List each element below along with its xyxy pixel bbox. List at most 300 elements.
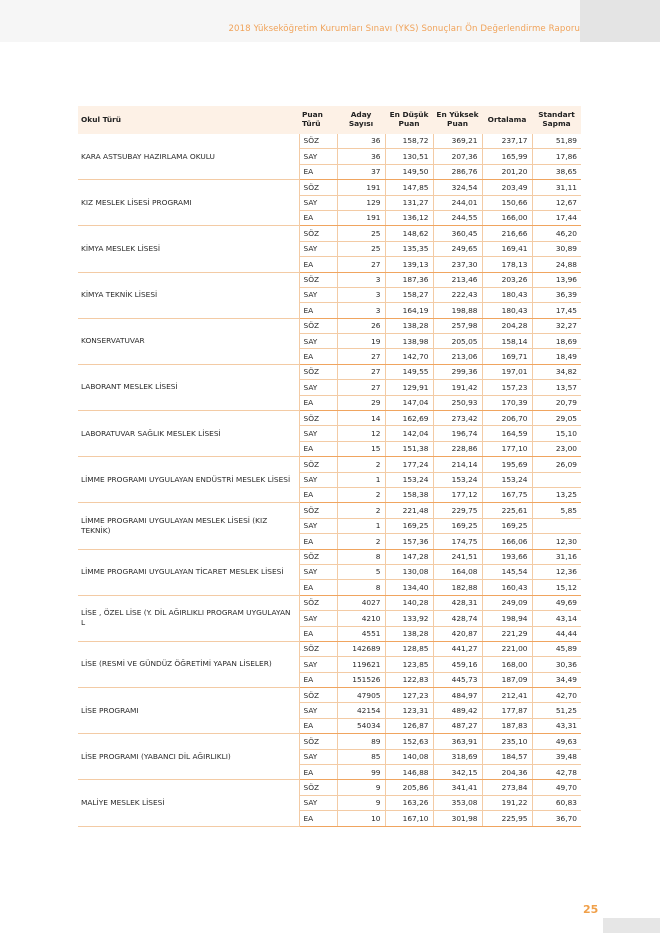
count-cell: 1	[337, 518, 385, 533]
max-cell: 182,88	[433, 580, 482, 595]
min-cell: 130,08	[385, 564, 433, 579]
count-cell: 8	[337, 580, 385, 595]
max-cell: 257,98	[433, 318, 482, 333]
score-type-cell: SÖZ	[299, 595, 337, 610]
min-cell: 151,38	[385, 441, 433, 456]
min-cell: 148,62	[385, 226, 433, 241]
score-type-cell: SAY	[299, 518, 337, 533]
mean-cell: 167,75	[482, 487, 532, 502]
table-row	[78, 457, 581, 472]
score-type-cell: SAY	[299, 795, 337, 810]
max-cell: 174,75	[433, 534, 482, 549]
count-cell: 129	[337, 195, 385, 210]
min-cell: 169,25	[385, 518, 433, 533]
score-type-cell: SÖZ	[299, 411, 337, 426]
mean-cell: 201,20	[482, 164, 532, 179]
count-cell: 9	[337, 795, 385, 810]
school-type-cell: MALİYE MESLEK LİSESİ	[78, 780, 299, 826]
max-cell: 196,74	[433, 426, 482, 441]
page-header	[0, 0, 660, 42]
sd-cell: 24,88	[532, 257, 581, 272]
min-cell: 164,19	[385, 303, 433, 318]
score-type-cell: EA	[299, 580, 337, 595]
min-cell: 133,92	[385, 611, 433, 626]
score-type-cell: EA	[299, 349, 337, 364]
sd-cell: 15,12	[532, 580, 581, 595]
count-cell: 29	[337, 395, 385, 410]
mean-cell: 170,39	[482, 395, 532, 410]
min-cell: 123,31	[385, 703, 433, 718]
mean-cell: 187,09	[482, 672, 532, 687]
max-cell: 213,46	[433, 272, 482, 287]
max-cell: 244,01	[433, 195, 482, 210]
sd-cell: 42,78	[532, 765, 581, 780]
max-cell: 301,98	[433, 811, 482, 826]
sd-cell: 34,82	[532, 364, 581, 379]
table-row	[78, 734, 581, 749]
min-cell: 130,51	[385, 149, 433, 164]
mean-cell: 177,10	[482, 441, 532, 456]
mean-cell: 150,66	[482, 195, 532, 210]
min-cell: 136,12	[385, 210, 433, 225]
sd-cell: 51,25	[532, 703, 581, 718]
mean-cell: 197,01	[482, 364, 532, 379]
count-cell: 4027	[337, 595, 385, 610]
table-row	[78, 549, 581, 564]
count-cell: 119621	[337, 657, 385, 672]
mean-cell: 195,69	[482, 457, 532, 472]
school-type-cell: LİSE (RESMİ VE GÜNDÜZ ÖĞRETİMİ YAPAN LİSELER)	[78, 641, 299, 687]
min-cell: 158,27	[385, 287, 433, 302]
sd-cell: 5,85	[532, 503, 581, 518]
score-type-cell: SAY	[299, 611, 337, 626]
mean-cell: 191,22	[482, 795, 532, 810]
count-cell: 27	[337, 257, 385, 272]
sd-cell: 17,86	[532, 149, 581, 164]
min-cell: 157,36	[385, 534, 433, 549]
score-type-cell: SAY	[299, 703, 337, 718]
count-cell: 5	[337, 564, 385, 579]
max-cell: 341,41	[433, 780, 482, 795]
count-cell: 3	[337, 272, 385, 287]
max-cell: 286,76	[433, 164, 482, 179]
max-cell: 191,42	[433, 380, 482, 395]
score-type-cell: SAY	[299, 287, 337, 302]
table-row	[78, 318, 581, 333]
sd-cell: 30,36	[532, 657, 581, 672]
count-cell: 12	[337, 426, 385, 441]
sd-cell: 32,27	[532, 318, 581, 333]
mean-cell: 203,49	[482, 180, 532, 195]
score-type-cell: SÖZ	[299, 780, 337, 795]
count-cell: 36	[337, 149, 385, 164]
mean-cell: 206,70	[482, 411, 532, 426]
count-cell: 4210	[337, 611, 385, 626]
score-type-cell: SÖZ	[299, 364, 337, 379]
sd-cell: 12,67	[532, 195, 581, 210]
count-cell: 47905	[337, 688, 385, 703]
max-cell: 484,97	[433, 688, 482, 703]
score-type-cell: EA	[299, 441, 337, 456]
count-cell: 151526	[337, 672, 385, 687]
count-cell: 191	[337, 210, 385, 225]
table-row	[78, 595, 581, 610]
score-type-cell: EA	[299, 626, 337, 641]
sd-cell: 30,89	[532, 241, 581, 256]
score-type-cell: EA	[299, 257, 337, 272]
min-cell: 138,98	[385, 334, 433, 349]
table-row	[78, 780, 581, 795]
mean-cell: 169,41	[482, 241, 532, 256]
max-cell: 249,65	[433, 241, 482, 256]
sd-cell: 18,49	[532, 349, 581, 364]
max-cell: 222,43	[433, 287, 482, 302]
mean-cell: 145,54	[482, 564, 532, 579]
col-score-type: Puan Türü	[299, 106, 337, 134]
table-row	[78, 180, 581, 195]
col-sd: Standart Sapma	[532, 106, 581, 134]
count-cell: 4551	[337, 626, 385, 641]
report-title: 2018 Yükseköğretim Kurumları Sınavı (YKS) Sonuçları Ön Değerlendirme Raporu	[228, 24, 580, 34]
max-cell: 205,05	[433, 334, 482, 349]
max-cell: 237,30	[433, 257, 482, 272]
min-cell: 149,55	[385, 364, 433, 379]
min-cell: 128,85	[385, 641, 433, 656]
mean-cell: 221,29	[482, 626, 532, 641]
mean-cell: 225,61	[482, 503, 532, 518]
col-count: Aday Sayısı	[337, 106, 385, 134]
score-type-cell: SAY	[299, 241, 337, 256]
school-type-cell: LİSE PROGRAMI (YABANCI DİL AĞIRLIKLI)	[78, 734, 299, 780]
sd-cell: 13,96	[532, 272, 581, 287]
sd-cell: 42,70	[532, 688, 581, 703]
max-cell: 353,08	[433, 795, 482, 810]
score-type-cell: SÖZ	[299, 318, 337, 333]
max-cell: 273,42	[433, 411, 482, 426]
max-cell: 207,36	[433, 149, 482, 164]
col-mean: Ortalama	[482, 106, 532, 134]
mean-cell: 273,84	[482, 780, 532, 795]
count-cell: 191	[337, 180, 385, 195]
min-cell: 142,04	[385, 426, 433, 441]
max-cell: 153,24	[433, 472, 482, 487]
max-cell: 487,27	[433, 718, 482, 733]
score-type-cell: SÖZ	[299, 641, 337, 656]
mean-cell: 168,00	[482, 657, 532, 672]
score-type-cell: SAY	[299, 334, 337, 349]
score-type-cell: EA	[299, 765, 337, 780]
col-min: En Düşük Puan	[385, 106, 433, 134]
sd-cell: 46,20	[532, 226, 581, 241]
school-type-cell: KONSERVATUVAR	[78, 318, 299, 364]
sd-cell: 15,10	[532, 426, 581, 441]
sd-cell: 43,31	[532, 718, 581, 733]
max-cell: 177,12	[433, 487, 482, 502]
max-cell: 164,08	[433, 564, 482, 579]
count-cell: 2	[337, 534, 385, 549]
mean-cell: 180,43	[482, 287, 532, 302]
mean-cell: 216,66	[482, 226, 532, 241]
count-cell: 89	[337, 734, 385, 749]
score-type-cell: SAY	[299, 149, 337, 164]
count-cell: 142689	[337, 641, 385, 656]
count-cell: 2	[337, 457, 385, 472]
school-type-cell: LİSE , ÖZEL LİSE (Y. DİL AĞIRLIKLI PROGRAM UYGULAYAN L	[78, 595, 299, 641]
count-cell: 1	[337, 472, 385, 487]
max-cell: 318,69	[433, 749, 482, 764]
count-cell: 25	[337, 226, 385, 241]
min-cell: 138,28	[385, 318, 433, 333]
sd-cell: 23,00	[532, 441, 581, 456]
mean-cell: 158,14	[482, 334, 532, 349]
min-cell: 140,28	[385, 595, 433, 610]
mean-cell: 177,87	[482, 703, 532, 718]
mean-cell: 180,43	[482, 303, 532, 318]
count-cell: 25	[337, 241, 385, 256]
max-cell: 459,16	[433, 657, 482, 672]
count-cell: 14	[337, 411, 385, 426]
min-cell: 127,23	[385, 688, 433, 703]
mean-cell: 225,95	[482, 811, 532, 826]
min-cell: 158,38	[385, 487, 433, 502]
count-cell: 15	[337, 441, 385, 456]
sd-cell: 49,69	[532, 595, 581, 610]
count-cell: 9	[337, 780, 385, 795]
results-table	[78, 106, 581, 827]
sd-cell: 12,36	[532, 564, 581, 579]
sd-cell: 29,05	[532, 411, 581, 426]
score-type-cell: SAY	[299, 426, 337, 441]
score-type-cell: SAY	[299, 195, 337, 210]
max-cell: 241,51	[433, 549, 482, 564]
min-cell: 187,36	[385, 272, 433, 287]
mean-cell: 153,24	[482, 472, 532, 487]
max-cell: 445,73	[433, 672, 482, 687]
count-cell: 2	[337, 487, 385, 502]
table-row	[78, 688, 581, 703]
score-type-cell: EA	[299, 395, 337, 410]
sd-cell: 34,49	[532, 672, 581, 687]
max-cell: 198,88	[433, 303, 482, 318]
mean-cell: 184,57	[482, 749, 532, 764]
max-cell: 244,55	[433, 210, 482, 225]
max-cell: 229,75	[433, 503, 482, 518]
min-cell: 153,24	[385, 472, 433, 487]
count-cell: 2	[337, 503, 385, 518]
sd-cell: 31,11	[532, 180, 581, 195]
sd-cell: 36,39	[532, 287, 581, 302]
max-cell: 420,87	[433, 626, 482, 641]
mean-cell: 198,94	[482, 611, 532, 626]
mean-cell: 237,17	[482, 134, 532, 149]
mean-cell: 235,10	[482, 734, 532, 749]
count-cell: 27	[337, 364, 385, 379]
count-cell: 10	[337, 811, 385, 826]
score-type-cell: SAY	[299, 564, 337, 579]
sd-cell: 17,44	[532, 210, 581, 225]
score-type-cell: SÖZ	[299, 549, 337, 564]
mean-cell: 187,83	[482, 718, 532, 733]
score-type-cell: EA	[299, 210, 337, 225]
sd-cell: 13,25	[532, 487, 581, 502]
mean-cell: 166,06	[482, 534, 532, 549]
score-type-cell: EA	[299, 164, 337, 179]
min-cell: 167,10	[385, 811, 433, 826]
count-cell: 19	[337, 334, 385, 349]
score-type-cell: SÖZ	[299, 226, 337, 241]
max-cell: 428,31	[433, 595, 482, 610]
count-cell: 26	[337, 318, 385, 333]
min-cell: 205,86	[385, 780, 433, 795]
mean-cell: 160,43	[482, 580, 532, 595]
max-cell: 360,45	[433, 226, 482, 241]
sd-cell: 36,70	[532, 811, 581, 826]
max-cell: 363,91	[433, 734, 482, 749]
sd-cell: 45,89	[532, 641, 581, 656]
max-cell: 299,36	[433, 364, 482, 379]
min-cell: 146,88	[385, 765, 433, 780]
page-number: 25	[583, 903, 599, 916]
score-type-cell: SÖZ	[299, 503, 337, 518]
table-row	[78, 641, 581, 656]
count-cell: 3	[337, 303, 385, 318]
min-cell: 149,50	[385, 164, 433, 179]
count-cell: 27	[337, 380, 385, 395]
min-cell: 126,87	[385, 718, 433, 733]
score-type-cell: EA	[299, 811, 337, 826]
score-type-cell: SÖZ	[299, 272, 337, 287]
min-cell: 147,28	[385, 549, 433, 564]
col-max: En Yüksek Puan	[433, 106, 482, 134]
count-cell: 37	[337, 164, 385, 179]
min-cell: 131,27	[385, 195, 433, 210]
header-accent-block	[580, 0, 660, 42]
max-cell: 489,42	[433, 703, 482, 718]
score-type-cell: SAY	[299, 380, 337, 395]
mean-cell: 157,23	[482, 380, 532, 395]
min-cell: 135,35	[385, 241, 433, 256]
score-type-cell: SAY	[299, 749, 337, 764]
count-cell: 54034	[337, 718, 385, 733]
col-school: Okul Türü	[78, 106, 299, 134]
score-type-cell: EA	[299, 534, 337, 549]
table-row	[78, 364, 581, 379]
score-type-cell: SAY	[299, 472, 337, 487]
min-cell: 147,85	[385, 180, 433, 195]
school-type-cell: KİMYA MESLEK LİSESİ	[78, 226, 299, 272]
min-cell: 163,26	[385, 795, 433, 810]
school-type-cell: LİMME PROGRAMI UYGULAYAN MESLEK LİSESİ (KIZ TEKNİK)	[78, 503, 299, 549]
mean-cell: 212,41	[482, 688, 532, 703]
score-type-cell: SÖZ	[299, 134, 337, 149]
max-cell: 213,06	[433, 349, 482, 364]
footer-accent-block	[603, 918, 660, 933]
max-cell: 324,54	[433, 180, 482, 195]
count-cell: 42154	[337, 703, 385, 718]
sd-cell: 49,70	[532, 780, 581, 795]
school-type-cell: LABORANT MESLEK LİSESİ	[78, 364, 299, 410]
score-type-cell: SÖZ	[299, 457, 337, 472]
max-cell: 441,27	[433, 641, 482, 656]
table-row	[78, 226, 581, 241]
score-type-cell: SÖZ	[299, 688, 337, 703]
min-cell: 177,24	[385, 457, 433, 472]
max-cell: 369,21	[433, 134, 482, 149]
mean-cell: 193,66	[482, 549, 532, 564]
min-cell: 139,13	[385, 257, 433, 272]
score-type-cell: EA	[299, 672, 337, 687]
school-type-cell: KIZ MESLEK LİSESİ PROGRAMI	[78, 180, 299, 226]
count-cell: 27	[337, 349, 385, 364]
table-row	[78, 272, 581, 287]
school-type-cell: KARA ASTSUBAY HAZIRLAMA OKULU	[78, 134, 299, 180]
sd-cell: 20,79	[532, 395, 581, 410]
score-type-cell: EA	[299, 303, 337, 318]
school-type-cell: LİSE PROGRAMI	[78, 688, 299, 734]
count-cell: 3	[337, 287, 385, 302]
mean-cell: 203,26	[482, 272, 532, 287]
sd-cell: 60,83	[532, 795, 581, 810]
table-row	[78, 411, 581, 426]
mean-cell: 249,09	[482, 595, 532, 610]
count-cell: 85	[337, 749, 385, 764]
sd-cell: 43,14	[532, 611, 581, 626]
min-cell: 134,40	[385, 580, 433, 595]
min-cell: 147,04	[385, 395, 433, 410]
sd-cell: 38,65	[532, 164, 581, 179]
score-type-cell: SÖZ	[299, 734, 337, 749]
min-cell: 158,72	[385, 134, 433, 149]
school-type-cell: LABORATUVAR SAĞLIK MESLEK LİSESİ	[78, 411, 299, 457]
min-cell: 138,28	[385, 626, 433, 641]
mean-cell: 221,00	[482, 641, 532, 656]
mean-cell: 164,59	[482, 426, 532, 441]
sd-cell: 51,89	[532, 134, 581, 149]
score-type-cell: SÖZ	[299, 180, 337, 195]
count-cell: 8	[337, 549, 385, 564]
min-cell: 129,91	[385, 380, 433, 395]
score-type-cell: SAY	[299, 657, 337, 672]
table-row	[78, 503, 581, 518]
sd-cell: 12,30	[532, 534, 581, 549]
school-type-cell: KİMYA TEKNİK LİSESİ	[78, 272, 299, 318]
max-cell: 169,25	[433, 518, 482, 533]
min-cell: 122,83	[385, 672, 433, 687]
mean-cell: 169,25	[482, 518, 532, 533]
min-cell: 152,63	[385, 734, 433, 749]
score-type-cell: EA	[299, 718, 337, 733]
sd-cell: 18,69	[532, 334, 581, 349]
sd-cell: 39,48	[532, 749, 581, 764]
max-cell: 342,15	[433, 765, 482, 780]
school-type-cell: LİMME PROGRAMI UYGULAYAN TİCARET MESLEK LİSESİ	[78, 549, 299, 595]
max-cell: 214,14	[433, 457, 482, 472]
max-cell: 428,74	[433, 611, 482, 626]
min-cell: 142,70	[385, 349, 433, 364]
mean-cell: 204,28	[482, 318, 532, 333]
min-cell: 123,85	[385, 657, 433, 672]
count-cell: 36	[337, 134, 385, 149]
min-cell: 162,69	[385, 411, 433, 426]
sd-cell: 44,44	[532, 626, 581, 641]
max-cell: 228,86	[433, 441, 482, 456]
sd-cell: 49,63	[532, 734, 581, 749]
mean-cell: 178,13	[482, 257, 532, 272]
mean-cell: 169,71	[482, 349, 532, 364]
mean-cell: 166,00	[482, 210, 532, 225]
min-cell: 140,08	[385, 749, 433, 764]
table-header	[78, 106, 581, 134]
